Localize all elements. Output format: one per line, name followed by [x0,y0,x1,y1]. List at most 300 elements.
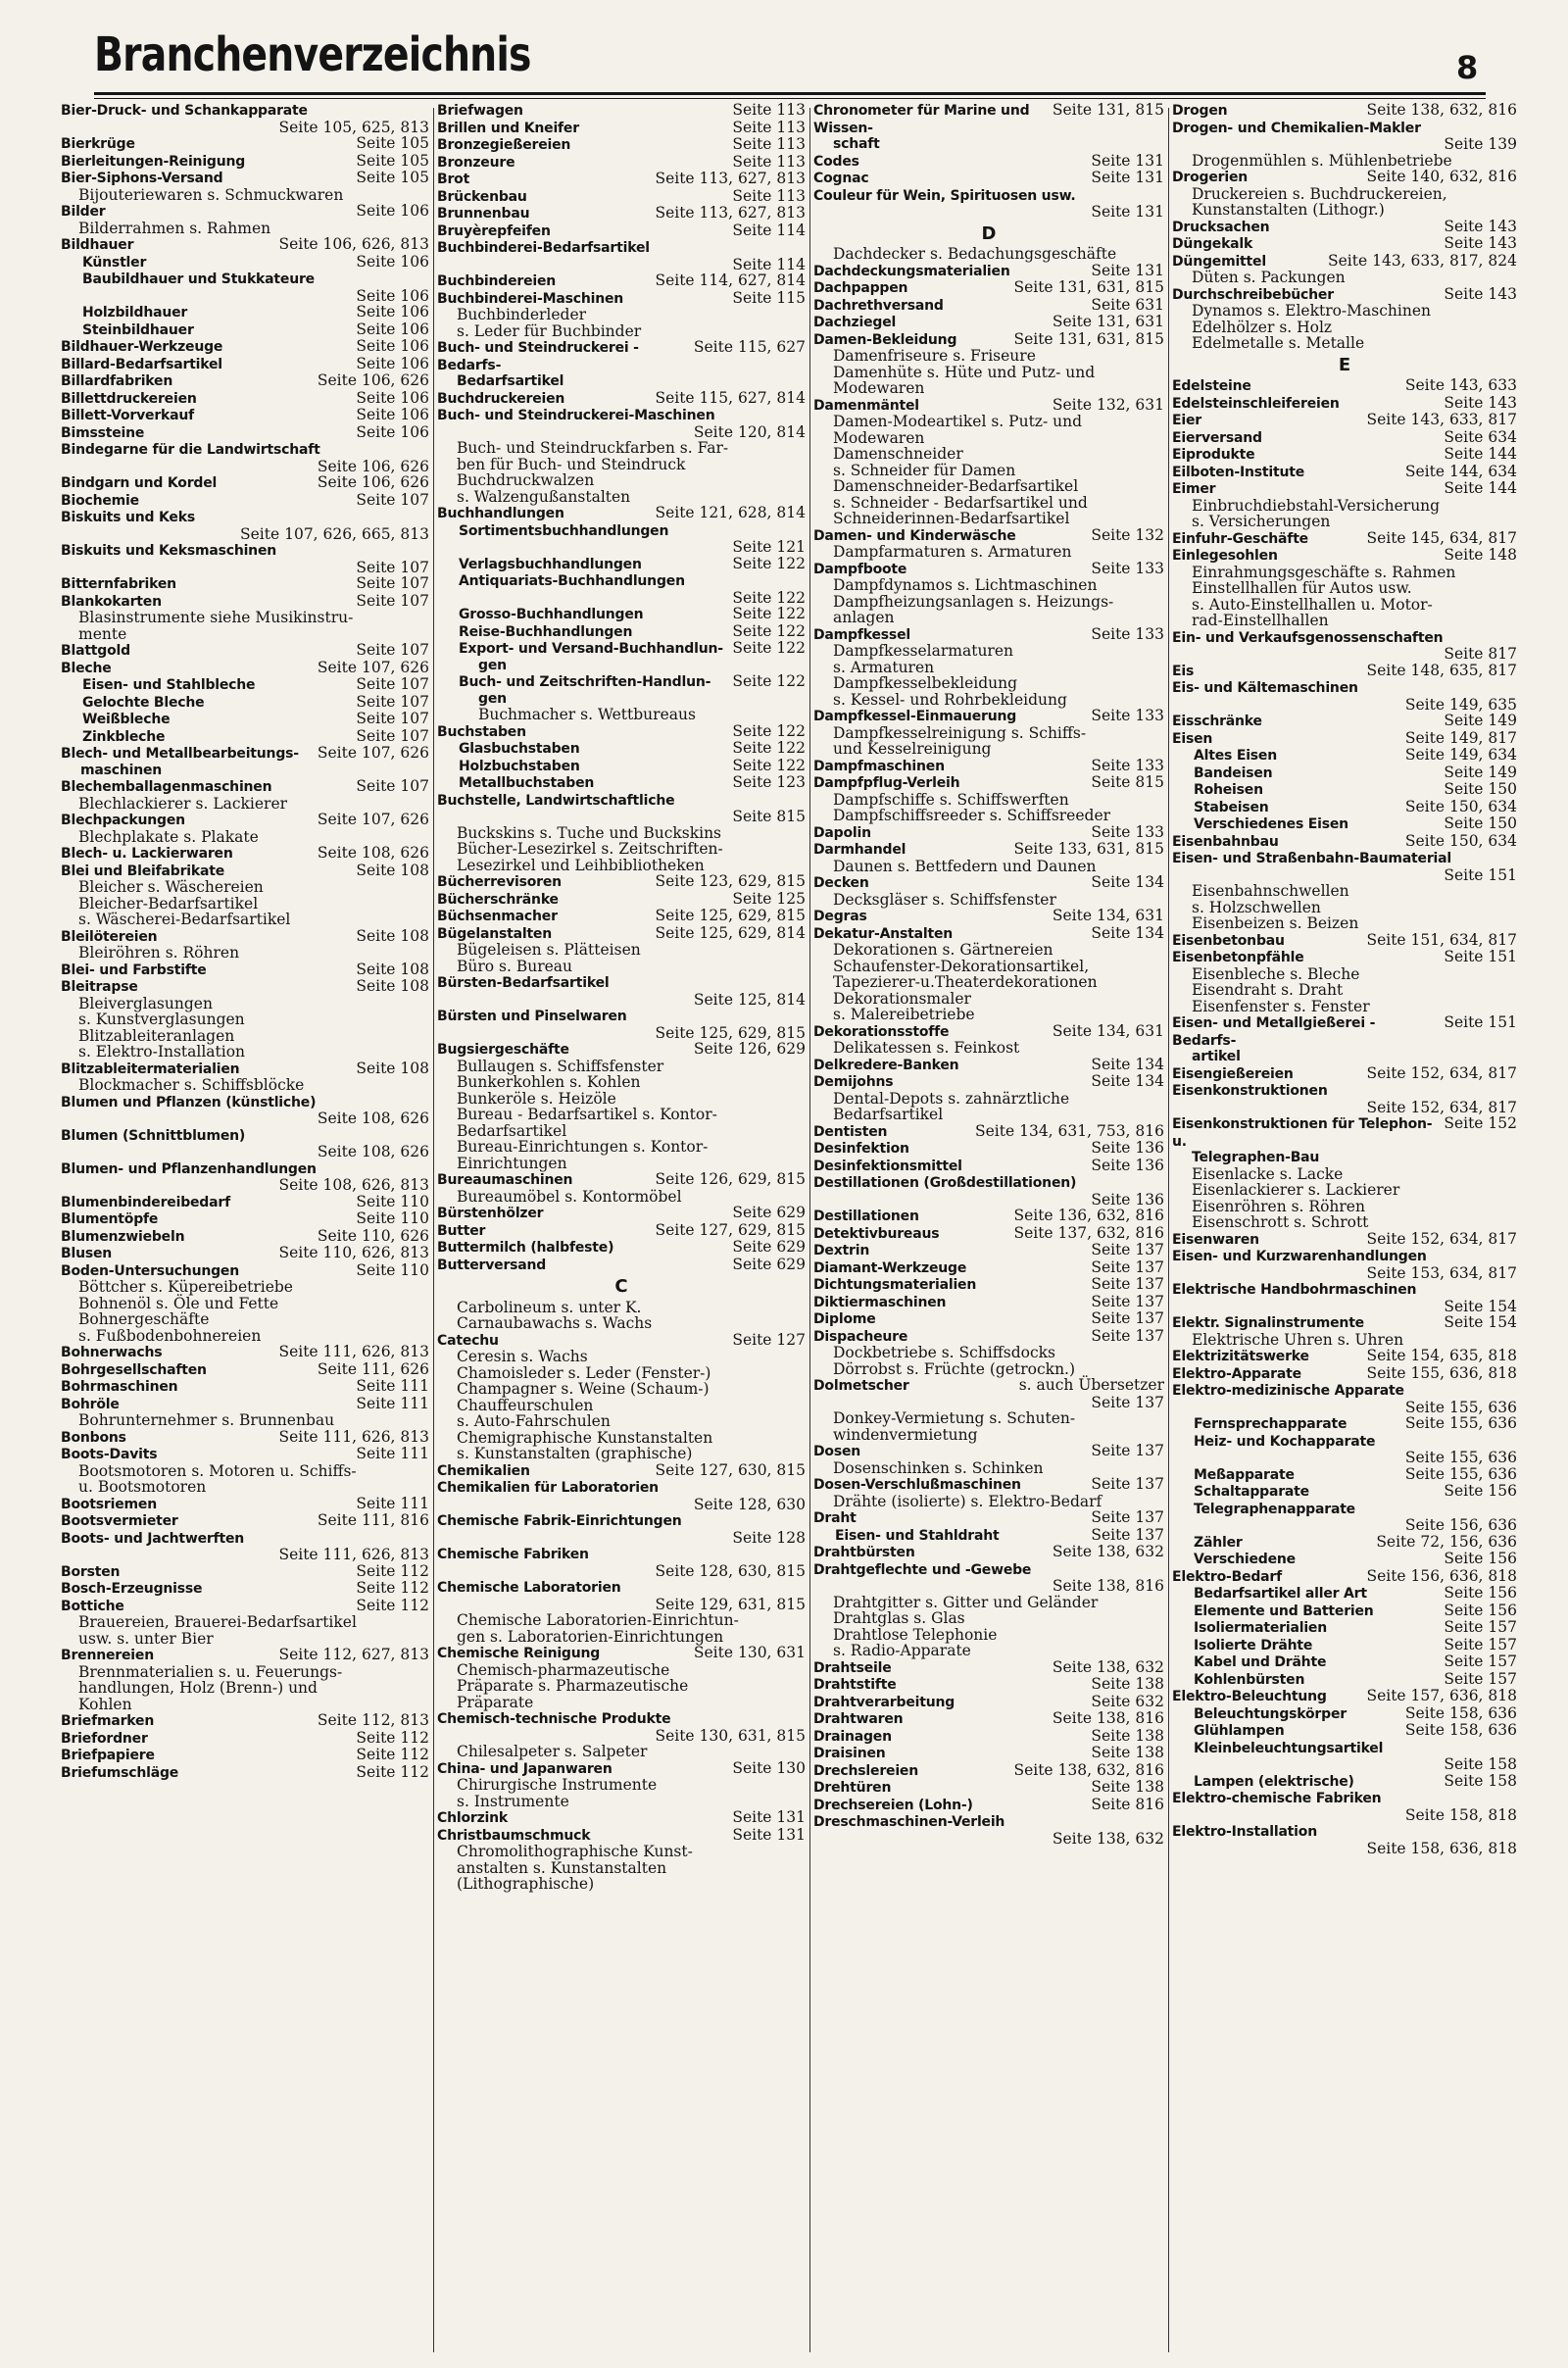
directory-entry [59,407,429,424]
entry-heading: Butter [437,1222,486,1239]
entry-heading: Chlorzink [437,1810,508,1826]
cross-reference: Champagner s. Weine (Schaum-) [457,1380,710,1398]
entry-heading: Metallbuchstaben [459,775,595,791]
cross-reference: Damenschneider [833,445,963,463]
entry-heading: Elektro-Beleuchtung [1172,1689,1327,1704]
directory-entry [437,1041,806,1171]
cross-reference: anlagen [833,609,895,626]
cross-reference: Büro s. Bureau [457,957,573,975]
entry-row [813,1023,1164,1041]
entry-row [80,676,429,694]
entry-row [1172,530,1517,548]
directory-entry [1172,1115,1517,1231]
page-refs: Seite 122 [732,554,806,572]
page-refs: Seite 155, 636 [1404,1449,1517,1466]
entry-heading: Bildhauer [61,237,134,253]
directory-entry [1172,765,1517,782]
cross-reference: Eisenlackierer s. Lackierer [1192,1181,1400,1199]
entry-row [1172,1790,1517,1807]
entry-row [813,1443,1164,1460]
directory-entry [813,1276,1164,1294]
page-refs: Seite 148, 635, 817 [1366,661,1517,679]
page-refs: Seite 123, 629, 815 [655,872,806,890]
directory-entry [813,1310,1164,1328]
directory-entry [437,1008,806,1041]
page-refs: Seite 131 [732,1825,806,1844]
directory-entry [437,774,806,792]
entry-heading: Buchbinderei-Maschinen [437,290,624,307]
entry-heading: Drahtstifte [813,1677,897,1693]
entry-row [437,102,806,120]
entry-heading: Eisen [1172,730,1213,747]
page-refs: Seite 111, 626, 813 [278,1427,429,1446]
cross-reference: Drogenmühlen s. Mühlenbetriebe [1192,151,1452,170]
entry-heading: Verschiedene [1194,1552,1296,1567]
page-number: 8 [1456,49,1479,86]
directory-entry [59,1228,429,1246]
page-refs: Seite 151 [1444,1013,1517,1031]
page-refs: Seite 105, 625, 813 [278,118,429,136]
entry-heading: Elemente und Batterien [1194,1603,1374,1619]
cross-reference: Blockmacher s. Schiffsblöcke [78,1076,305,1094]
entry-heading: Dekorationsstoffe [813,1023,950,1040]
cross-reference: Bunkeröle s. Heizöle [457,1089,616,1108]
directory-entry [813,1710,1164,1728]
entry-heading: Blumen (Schnittblumen) [61,1127,246,1144]
cross-reference: Decksgläser s. Schiffsfenster [833,890,1056,909]
cross-reference: Bohnenöl s. Öle und Fette [78,1294,279,1312]
entry-row [1172,1365,1517,1383]
entry-heading: Bugsiergeschäfte [437,1042,569,1058]
entry-row [80,728,429,746]
entry-heading: Bimssteine [61,424,145,441]
page-refs: Seite 122 [732,621,806,640]
directory-entry [1172,850,1517,932]
entry-heading: Bilder [61,204,106,220]
page-refs: Seite 113 [732,135,806,153]
directory-entry [1172,1382,1517,1415]
entry-row [813,908,1164,925]
directory-entry [437,171,806,188]
directory-entry [813,874,1164,908]
cross-reference: (Lithographische) [457,1875,595,1893]
page-refs: Seite 634 [1444,427,1517,446]
directory-entry [437,1809,806,1827]
page-refs: Seite 150 [1444,780,1517,798]
page-refs: Seite 152 [1444,1114,1517,1132]
page-refs: Seite 108, 626 [317,1143,429,1160]
entry-row [1172,1281,1517,1299]
entry-row [813,153,1164,171]
entry-row [59,542,429,560]
entry-row [59,1730,429,1748]
cross-reference: Damenschneider-Bedarfsartikel [833,477,1079,495]
page-refs: Seite 138, 816 [1052,1577,1164,1595]
entry-heading: Chronometer für Marine und Wissen- [813,103,1030,136]
entry-row [813,1797,1164,1814]
entry-row [813,1659,1164,1677]
entry-row [1194,1501,1517,1518]
directory-entry [1172,1348,1517,1365]
page-refs: Seite 149 [1444,763,1517,781]
directory-entry [437,390,806,408]
section-letter: D [981,222,997,244]
directory-entry [813,1377,1164,1443]
entry-heading: Christbaumschmuck [437,1827,591,1844]
entry-heading: Buttermilch (halbfeste) [437,1240,614,1256]
cross-reference: s. Schneider für Damen [833,461,1016,479]
directory-entry [813,1023,1164,1057]
entry-heading: Büchsenmacher [437,909,558,924]
page-refs: Seite 144 [1444,479,1517,497]
directory-entry [59,390,429,408]
page-refs: Seite 133 [1091,822,1164,841]
page-refs: Seite 155, 636 [1404,1398,1517,1416]
directory-entry [59,778,429,812]
cross-reference: Edelhölzer s. Holz [1192,318,1333,336]
cross-reference: Schneiderinnen-Bedarfsartikel [833,510,1070,527]
entry-heading: Eisenkonstruktionen für Telephon- u. [1172,1116,1433,1150]
directory-entry [437,723,806,741]
entry-row [80,271,429,288]
cross-reference: Chromolithographische Kunst- [457,1843,693,1860]
directory-entry [437,188,806,206]
directory-entry [437,1546,806,1579]
entry-row [437,272,806,290]
entry-heading: Export- und Versand-Buchhandlun- [459,641,723,657]
directory-entry [1172,1501,1517,1534]
entry-row [1172,446,1517,464]
directory-entry [813,1779,1164,1797]
entry-heading: Eisen- und Stahldraht [835,1527,1000,1544]
entry-heading: Briefmarken [61,1713,155,1729]
page-refs: Seite 134 [1091,1055,1164,1073]
entry-heading: Blitzableitermaterialien [61,1061,240,1077]
entry-row [813,1813,1164,1831]
page-refs: Seite 156 [1444,1550,1517,1567]
entry-heading: Couleur für Wein, Spirituosen usw. [813,187,1076,204]
entry-heading: Bruyèrepfeifen [437,222,551,239]
entry-heading: Dosen-Verschlußmaschinen [813,1477,1021,1493]
entry-row [59,372,429,390]
directory-entry [437,891,806,909]
entry-row [813,774,1164,792]
directory-entry [1172,446,1517,464]
entry-row [1172,1014,1517,1049]
directory-entry [813,279,1164,297]
entry-heading: Eis [1172,663,1195,679]
page-refs: Seite 136 [1091,1156,1164,1174]
entry-heading: Bitternfabriken [61,576,176,592]
entry-heading: Dapolin [813,824,871,841]
page-refs: Seite 110 [356,1192,429,1210]
page-refs: Seite 106 [356,202,429,220]
entry-heading: Eisenwaren [1172,1231,1259,1248]
entry-heading: Buchdruckereien [437,390,565,407]
page-refs: Seite 158 [1444,1771,1517,1790]
entry-heading: Dosen [813,1444,861,1459]
page-refs: Seite 106 [356,320,429,338]
entry-heading: Edelsteinschleifereien [1172,395,1340,412]
entry-heading: Bildhauer-Werkzeuge [61,339,223,355]
directory-entry [1172,781,1517,799]
entry-row [437,1171,806,1189]
directory-entry [1172,1314,1517,1348]
page-refs: Seite 137 [1091,1525,1164,1544]
entry-row [1172,629,1517,647]
cross-reference: s. Wäscherei-Bedarfsartikel [78,911,291,928]
entry-heading: Bügelanstalten [437,925,552,942]
entry-heading: Eisen- und Stahlbleche [82,677,256,693]
cross-reference: Dampfdynamos s. Lichtmaschinen [833,576,1098,594]
entry-heading-cont: schaft [833,136,880,152]
page-refs: Seite 138, 632 [1052,1657,1164,1676]
cross-reference: Chilesalpeter s. Salpeter [457,1743,648,1760]
entry-row [1172,1348,1517,1365]
entry-heading: Delkredere-Banken [813,1057,959,1073]
entry-heading: Dachpappen [813,280,908,296]
entry-row [59,407,429,424]
page-refs: Seite 158 [1444,1755,1517,1773]
directory-entry [813,1745,1164,1762]
cross-reference: Eisenröhren s. Röhren [1192,1197,1365,1215]
directory-entry [437,505,806,522]
page-refs: Seite 108 [356,926,429,945]
directory-entry [59,1530,429,1563]
entry-row [59,1228,429,1246]
entry-row [437,1008,806,1025]
directory-entry [59,492,429,510]
entry-row [59,962,429,979]
entry-row [1194,1740,1517,1757]
directory-entry [1172,395,1517,413]
page-refs: Seite 128 [732,1528,806,1547]
directory-entry [1172,1433,1517,1466]
page-refs: Seite 157, 636, 818 [1366,1687,1517,1704]
page-refs: Seite 156, 636, 818 [1366,1566,1517,1585]
cross-reference: Bohnergeschäfte [78,1310,210,1328]
entry-heading: Blei- und Farbstifte [61,962,207,978]
cross-reference: Dockbetriebe s. Schiffsdocks [833,1344,1056,1361]
cross-reference: Modewaren [833,379,925,397]
entry-heading: Eisschränke [1172,714,1262,729]
entry-row [1194,1534,1517,1552]
directory-entry [59,1747,429,1764]
page-refs: Seite 158, 636, 818 [1366,1839,1517,1857]
page-refs: Seite 151, 634, 817 [1366,930,1517,949]
page-refs: Seite 129, 631, 815 [655,1595,806,1613]
page-refs: Seite 154 [1444,1297,1517,1315]
cross-reference: Dampfschiffsreeder s. Schiffsreeder [833,807,1111,824]
entry-heading: Isolierte Drähte [1194,1637,1313,1653]
entry-row [59,863,429,880]
cross-reference: Edelmetalle s. Metalle [1192,334,1365,352]
page-refs: Seite 143 [1444,234,1517,252]
entry-row [1194,1433,1517,1451]
section-letter: E [1338,354,1351,375]
entry-heading: Bücherschränke [437,891,559,908]
entry-heading: Cognac [813,171,869,186]
page-refs: Seite 154, 635, 818 [1366,1347,1517,1364]
page-refs: Seite 144 [1444,445,1517,463]
entry-heading: Biskuits und Keks [61,510,195,525]
page-refs: Seite 151 [1444,865,1517,884]
entry-row [813,331,1164,349]
directory-entry [59,1061,429,1094]
page-refs: Seite 110, 626, 813 [278,1244,429,1261]
entry-row [813,874,1164,892]
entry-row [1172,547,1517,565]
directory-entry [59,338,429,356]
entry-row [813,1676,1164,1694]
page-refs: Seite 143 [1444,284,1517,303]
entry-row [59,1378,429,1396]
entry-heading: Bürsten und Pinselwaren [437,1009,627,1024]
entry-row [59,1747,429,1764]
entry-heading-cont: Telegraphen-Bau [1192,1150,1320,1165]
directory-entry [813,314,1164,331]
entry-row [437,908,806,925]
page-refs: Seite 112, 627, 813 [278,1646,429,1663]
entry-heading: Bureaumaschinen [437,1172,573,1188]
directory-entry [1172,1637,1517,1654]
page-refs: Seite 125, 629, 815 [655,907,806,924]
entry-heading: Drahtseile [813,1659,892,1676]
page-refs: Seite 150, 634 [1404,831,1517,850]
entry-row [59,778,429,796]
entry-row [813,1208,1164,1225]
entry-row [437,120,806,137]
entry-heading: Eisenbetonbau [1172,932,1285,949]
entry-row [437,1479,806,1497]
entry-heading: Blumenzwiebeln [61,1228,185,1245]
page-refs: Seite 122 [732,756,806,774]
cross-reference: Eisenlacke s. Lacke [1192,1164,1344,1183]
entry-row [80,711,429,728]
entry-row [59,509,429,526]
entry-row [59,593,429,611]
entry-heading-cont: gen [478,657,507,673]
page-refs: Seite 112 [356,1746,429,1763]
entry-row [835,1527,1164,1545]
entry-row [813,1728,1164,1746]
column-1 [59,102,429,2356]
entry-heading: Bleche [61,660,112,676]
page-refs: s. auch Übersetzer [1018,1376,1164,1394]
directory-entry [437,339,806,390]
cross-reference: s. Elektro-Installation [78,1043,246,1061]
cross-reference: Dampfkesselbekleidung [833,674,1018,692]
entry-heading: Dampfpflug-Verleih [813,775,960,791]
entry-row [1172,464,1517,481]
page-refs: Seite 107 [356,710,429,727]
page-refs: Seite 106 [356,252,429,271]
directory-entry [813,1140,1164,1158]
entry-row [1194,1619,1517,1637]
cross-reference: Delikatessen s. Feinkost [833,1039,1020,1057]
entry-row [437,505,806,522]
page-refs: Seite 113 [732,118,806,136]
directory-entry [813,170,1164,187]
entry-row [813,1509,1164,1527]
directory-entry [1172,949,1517,1014]
cross-reference: Bedarfsartikel [833,1106,944,1123]
entry-row [1172,169,1517,186]
entry-row [1172,219,1517,236]
entry-row [437,1760,806,1778]
entry-heading: Dextrin [813,1243,870,1258]
directory-entry [437,873,806,891]
entry-heading: Briefwagen [437,103,523,119]
cross-reference: Ceresin s. Wachs [457,1348,588,1365]
entry-row [813,1762,1164,1780]
entry-row [437,390,806,408]
cross-reference: Dampfarmaturen s. Armaturen [833,543,1072,561]
page-refs: Seite 138 [1091,1726,1164,1745]
page-refs: Seite 137 [1091,1442,1164,1459]
entry-row [459,758,806,775]
entry-row [1172,253,1517,271]
entry-row [1172,833,1517,851]
cross-reference: Kunstanstalten (Lithogr.) [1192,201,1385,219]
page-refs: Seite 107, 626 [317,811,429,828]
entry-row [59,1396,429,1413]
page-refs: Seite 112 [356,1561,429,1580]
entry-row [813,297,1164,315]
cross-reference: Bureau-Einrichtungen s. Kontor- [457,1138,709,1156]
entry-heading: Bleilötereien [61,928,158,945]
directory-entry [813,841,1164,874]
entry-heading: Altes Eisen [1194,748,1277,764]
directory-entry [1172,1483,1517,1501]
directory-entry [1172,547,1517,629]
directory-entry [813,1259,1164,1277]
page-refs: Seite 107 [356,692,429,711]
directory-entry [813,1527,1164,1545]
entry-heading: Elektro-Installation [1172,1824,1317,1840]
page-refs: Seite 126, 629 [693,1040,806,1058]
page-refs: Seite 629 [732,1204,806,1221]
cross-reference: Dachdecker s. Bedachungsgeschäfte [833,245,1117,263]
entry-row [1172,429,1517,447]
cross-reference: Druckereien s. Buchdruckereien, [1192,184,1447,203]
directory-entry [813,153,1164,171]
entry-row [437,290,806,308]
page-refs: Seite 106 [356,422,429,441]
directory-entry [59,102,429,135]
entry-heading: Desinfektion [813,1141,909,1157]
page-refs: Seite 134, 631 [1052,907,1164,924]
entry-row [59,102,429,120]
directory-entry [59,1245,429,1262]
entry-heading: Eier [1172,413,1201,428]
directory-entry [59,593,429,643]
entry-heading: Drogen- und Chemikalien-Makler [1172,120,1421,136]
entry-heading: Eis- und Kältemaschinen [1172,680,1358,696]
directory-entry [437,1257,806,1274]
directory-entry [59,1580,429,1598]
directory-entry [437,740,806,758]
directory-entry [813,1057,1164,1074]
column-3 [813,102,1164,2356]
page-refs: Seite 108 [356,861,429,879]
directory-entry [813,1561,1164,1659]
entry-heading: Briefordner [61,1730,148,1747]
entry-row [459,606,806,623]
entry-heading: Chemikalien für Laboratorien [437,1480,659,1496]
page-refs: Seite 136 [1091,1190,1164,1209]
page-refs: Seite 134, 631, 753, 816 [975,1121,1164,1140]
